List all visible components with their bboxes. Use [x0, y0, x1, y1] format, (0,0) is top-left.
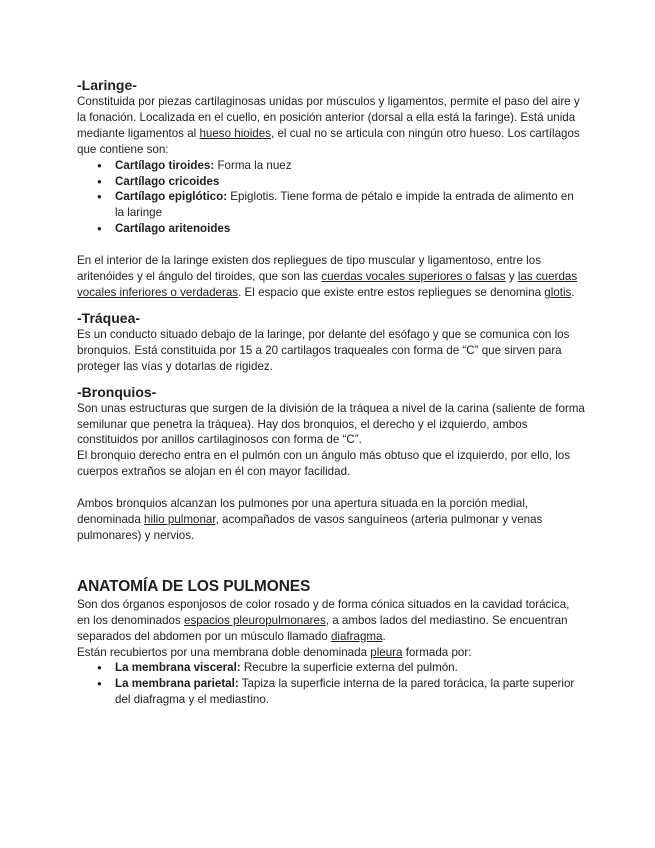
membrane-list — [77, 660, 585, 708]
cartilage-list — [77, 158, 585, 238]
heading-anatomia-pulmones: ANATOMÍA DE LOS PULMONES — [77, 577, 311, 595]
pulmones-paragraph-2: Están recubiertos por una membrana doble denominada pleura formada por: — [77, 645, 472, 659]
list-item: ● Cartílago aritenoides — [77, 221, 585, 237]
heading-bronquios: -Bronquios- — [77, 383, 157, 400]
link-cuerdas-verdaderas: las cuerdas vocales inferiores o verdaderas — [77, 270, 578, 299]
link-cuerdas-falsas: cuerdas vocales superiores o falsas — [321, 270, 506, 284]
list-item: ● Cartílago cricoides — [77, 174, 585, 190]
list-item: ● Cartílago epiglótico: Epiglotis. Tiene forma de pétalo e impide la entrada de alimento en la laringe — [77, 189, 585, 221]
pulmones-paragraph-1: Son dos órganos esponjosos de color rosado y de forma cónica situados en la cavidad torácica, en los denominados espacios pleuropulmonares, a ambos lados del mediastino. Se encuentran separados del abdomen por un músculo llamado diafragma. — [77, 597, 570, 643]
laringe-paragraph-1: Constituida por piezas cartilaginosas unidas por músculos y ligamentos, permite el paso del aire y la fonación. Localizada en el cuello, en posición anterior (dorsal a ella está la faringe). Está unida mediante ligamentos al hueso hioides, el cual no se articula con ningún otro hueso. Los cartílagos que contiene son: — [77, 95, 580, 156]
list-item: ● Cartílago tiroides: Forma la nuez — [77, 158, 585, 174]
laringe-paragraph-2: En el interior de la laringe existen dos repliegues de tipo muscular y ligamentoso, entre los aritenóides y el ángulo del tiroides, que son las cuerdas vocales superiores o falsas y las cuerdas vocales inferiores o verdaderas. El espacio que existe entre estos repliegues se denomina glotis. — [77, 254, 578, 299]
link-glotis: glotis — [544, 285, 572, 299]
list-item: ● La membrana parietal: Tapiza la superficie interna de la pared torácica, la parte superior del diafragma y el mediastino. — [77, 676, 585, 708]
list-item: ● La membrana visceral: Recubre la superficie externa del pulmón. — [77, 660, 585, 676]
traquea-paragraph: Es un conducto situado debajo de la laringe, por delante del esófago y que se comunica con los bronquios. Está constituida por 15 a 20 cartilagos traqueales con forma de “C” que sirven para proteger las vías y dotarlas de rigidez. — [77, 327, 570, 373]
bronquios-paragraph-1: Son unas estructuras que surgen de la división de la tráquea a nivel de la carina (saliente de forma semilunar que penetra la tráquea). Hay dos bronquios, el derecho y el izquierdo, ambos constituidos por anillos cartilaginosos con forma de “C”. — [77, 401, 585, 447]
bronquios-paragraph-2: El bronquio derecho entra en el pulmón con un ángulo más obtuso que el izquierdo, por ello, los cuerpos extraños se alojan en él con mayor facilidad. — [77, 449, 571, 479]
heading-laringe: -Laringe- — [77, 77, 137, 93]
link-hueso-hioides: hueso hioides — [199, 126, 272, 140]
heading-traquea: -Tráquea- — [77, 309, 141, 326]
link-espacios-pleuropulmonares: espacios pleuropulmonares — [184, 613, 326, 627]
link-diafragma: diafragma — [330, 629, 383, 643]
link-pleura: pleura — [370, 645, 403, 659]
link-hilio-pulmonar: hilio pulmonar — [144, 513, 216, 527]
bronquios-paragraph-3: Ambos bronquios alcanzan los pulmones por una apertura situada en la porción medial, denominada hilio pulmonar, acompañados de vasos sanguíneos (arteria pulmonar y venas pulmonares) y nervios. — [77, 497, 543, 542]
